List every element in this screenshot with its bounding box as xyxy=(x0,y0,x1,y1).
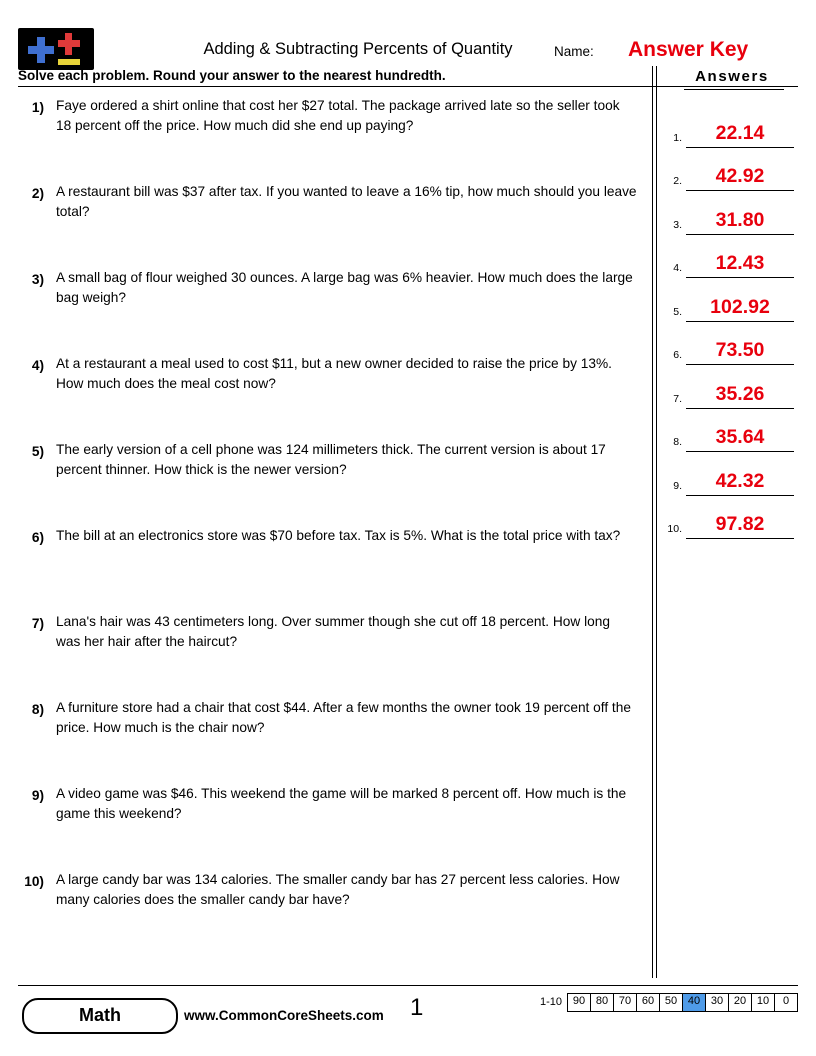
problem-number: 8) xyxy=(31,702,44,717)
answer-row xyxy=(660,365,800,409)
answer-value: 73.50 xyxy=(715,339,765,361)
scale-cell: 20 xyxy=(729,994,752,1011)
answer-index: 2. xyxy=(673,175,682,187)
problem-text: A small bag of flour weighed 30 ounces. A large bag was 6% heavier. How much does the large bag weigh? xyxy=(56,270,633,305)
site-url: www.CommonCoreSheets.com xyxy=(184,1008,384,1023)
problem-number: 5) xyxy=(31,444,44,459)
answer-value: 35.64 xyxy=(715,426,765,448)
plus-red-icon xyxy=(58,33,80,55)
answer-index: 7. xyxy=(673,392,682,405)
problem-item xyxy=(18,870,644,956)
scale-cell: 50 xyxy=(660,994,683,1011)
answer-row xyxy=(660,409,800,453)
problem-text: Faye ordered a shirt online that cost her $27 total. The package arrived late so the seller took 18 percent off the price. How much did she end up paying? xyxy=(56,98,620,133)
problems-list xyxy=(18,96,644,956)
answer-row xyxy=(660,322,800,366)
problem-number: 3) xyxy=(31,272,44,287)
answer-index: 10. xyxy=(667,523,682,535)
scale-cell: 80 xyxy=(591,994,614,1011)
problem-item xyxy=(18,268,644,354)
answer-index: 1. xyxy=(673,131,682,144)
page-header xyxy=(18,28,798,72)
answer-row xyxy=(660,191,800,235)
footer-divider xyxy=(18,985,798,986)
problem-text: A large candy bar was 134 calories. The smaller candy bar has 27 percent less calories. How many calories does the smaller candy bar have? xyxy=(56,872,620,907)
answer-index: 3. xyxy=(673,218,682,231)
problem-number: 1) xyxy=(31,100,44,115)
problem-item xyxy=(18,526,644,612)
subject-badge xyxy=(22,998,178,1034)
subject-badge-label: Math xyxy=(79,1005,121,1025)
header-divider xyxy=(18,86,798,87)
answer-row xyxy=(660,496,800,540)
answer-index: 8. xyxy=(673,436,682,448)
answers-list xyxy=(660,104,800,539)
answer-value: 31.80 xyxy=(715,208,765,231)
problem-number: 6) xyxy=(31,530,44,545)
answer-index: 9. xyxy=(673,479,682,492)
answer-key-badge: Answer Key xyxy=(628,38,749,61)
answer-line xyxy=(686,538,794,539)
scale-range-label: 1-10 xyxy=(539,996,562,1008)
answer-value: 42.32 xyxy=(715,469,765,492)
problem-item xyxy=(18,182,644,268)
problem-item xyxy=(18,698,644,784)
answers-heading: Answers xyxy=(695,68,769,85)
score-scale xyxy=(538,993,798,1012)
answer-value: 97.82 xyxy=(715,513,765,535)
math-plus-minus-logo-icon xyxy=(18,28,94,70)
scale-cell: 70 xyxy=(614,994,637,1011)
scale-cell: 0 xyxy=(775,994,797,1011)
answer-index: 5. xyxy=(673,305,682,318)
page-title: Adding & Subtracting Percents of Quantity xyxy=(203,40,513,58)
problem-number: 7) xyxy=(31,616,44,631)
answer-row xyxy=(660,278,800,322)
problem-text: At a restaurant a meal used to cost $11, but a new owner decided to raise the price by 13%. How much does the meal cost now? xyxy=(56,356,612,391)
problem-item xyxy=(18,440,644,526)
problem-number: 10) xyxy=(24,874,44,889)
scale-cell: 60 xyxy=(637,994,660,1011)
answer-row xyxy=(660,148,800,192)
answer-row xyxy=(660,452,800,496)
problem-number: 9) xyxy=(31,788,44,803)
answer-row xyxy=(660,104,800,148)
problem-item xyxy=(18,354,644,440)
problem-text: A restaurant bill was $37 after tax. If you wanted to leave a 16% tip, how much should you leave total? xyxy=(56,184,637,219)
problem-item xyxy=(18,96,644,182)
answer-value: 102.92 xyxy=(710,295,770,318)
problem-text: The early version of a cell phone was 124 millimeters thick. The current version is about 17 percent thinner. How thick is the newer version? xyxy=(56,442,606,477)
problem-number: 2) xyxy=(31,186,44,201)
name-label: Name: xyxy=(554,44,594,59)
answer-row xyxy=(660,235,800,279)
answer-value: 42.92 xyxy=(715,165,765,187)
answer-value: 35.26 xyxy=(715,382,765,405)
plus-blue-icon xyxy=(28,37,54,63)
scale-cell: 30 xyxy=(706,994,729,1011)
problem-text: A furniture store had a chair that cost $44. After a few months the owner took 19 percent off the price. How much is the chair now? xyxy=(56,700,631,735)
scale-cell-highlighted: 40 xyxy=(683,994,706,1011)
column-divider-right xyxy=(656,66,657,978)
problem-number: 4) xyxy=(31,358,44,373)
problem-text: A video game was $46. This weekend the game will be marked 8 percent off. How much is the game this weekend? xyxy=(56,786,627,821)
problem-text: Lana's hair was 43 centimeters long. Over summer though she cut off 18 percent. How long was her hair after the haircut? xyxy=(56,614,610,649)
answer-index: 4. xyxy=(673,262,682,274)
problem-item xyxy=(18,784,644,870)
problem-text: The bill at an electronics store was $70 before tax. Tax is 5%. What is the total price with tax? xyxy=(56,528,621,543)
answer-value: 22.14 xyxy=(715,121,765,144)
scale-cells xyxy=(567,993,798,1012)
minus-yellow-icon xyxy=(58,59,80,65)
scale-cell: 90 xyxy=(568,994,591,1011)
answer-value: 12.43 xyxy=(715,252,765,274)
column-divider-left xyxy=(652,66,653,978)
instructions-text: Solve each problem. Round your answer to the nearest hundredth. xyxy=(18,68,446,83)
answer-index: 6. xyxy=(673,349,682,361)
page-number: 1 xyxy=(410,994,424,1021)
answers-heading-underline xyxy=(684,89,784,90)
problem-item xyxy=(18,612,644,698)
scale-cell: 10 xyxy=(752,994,775,1011)
